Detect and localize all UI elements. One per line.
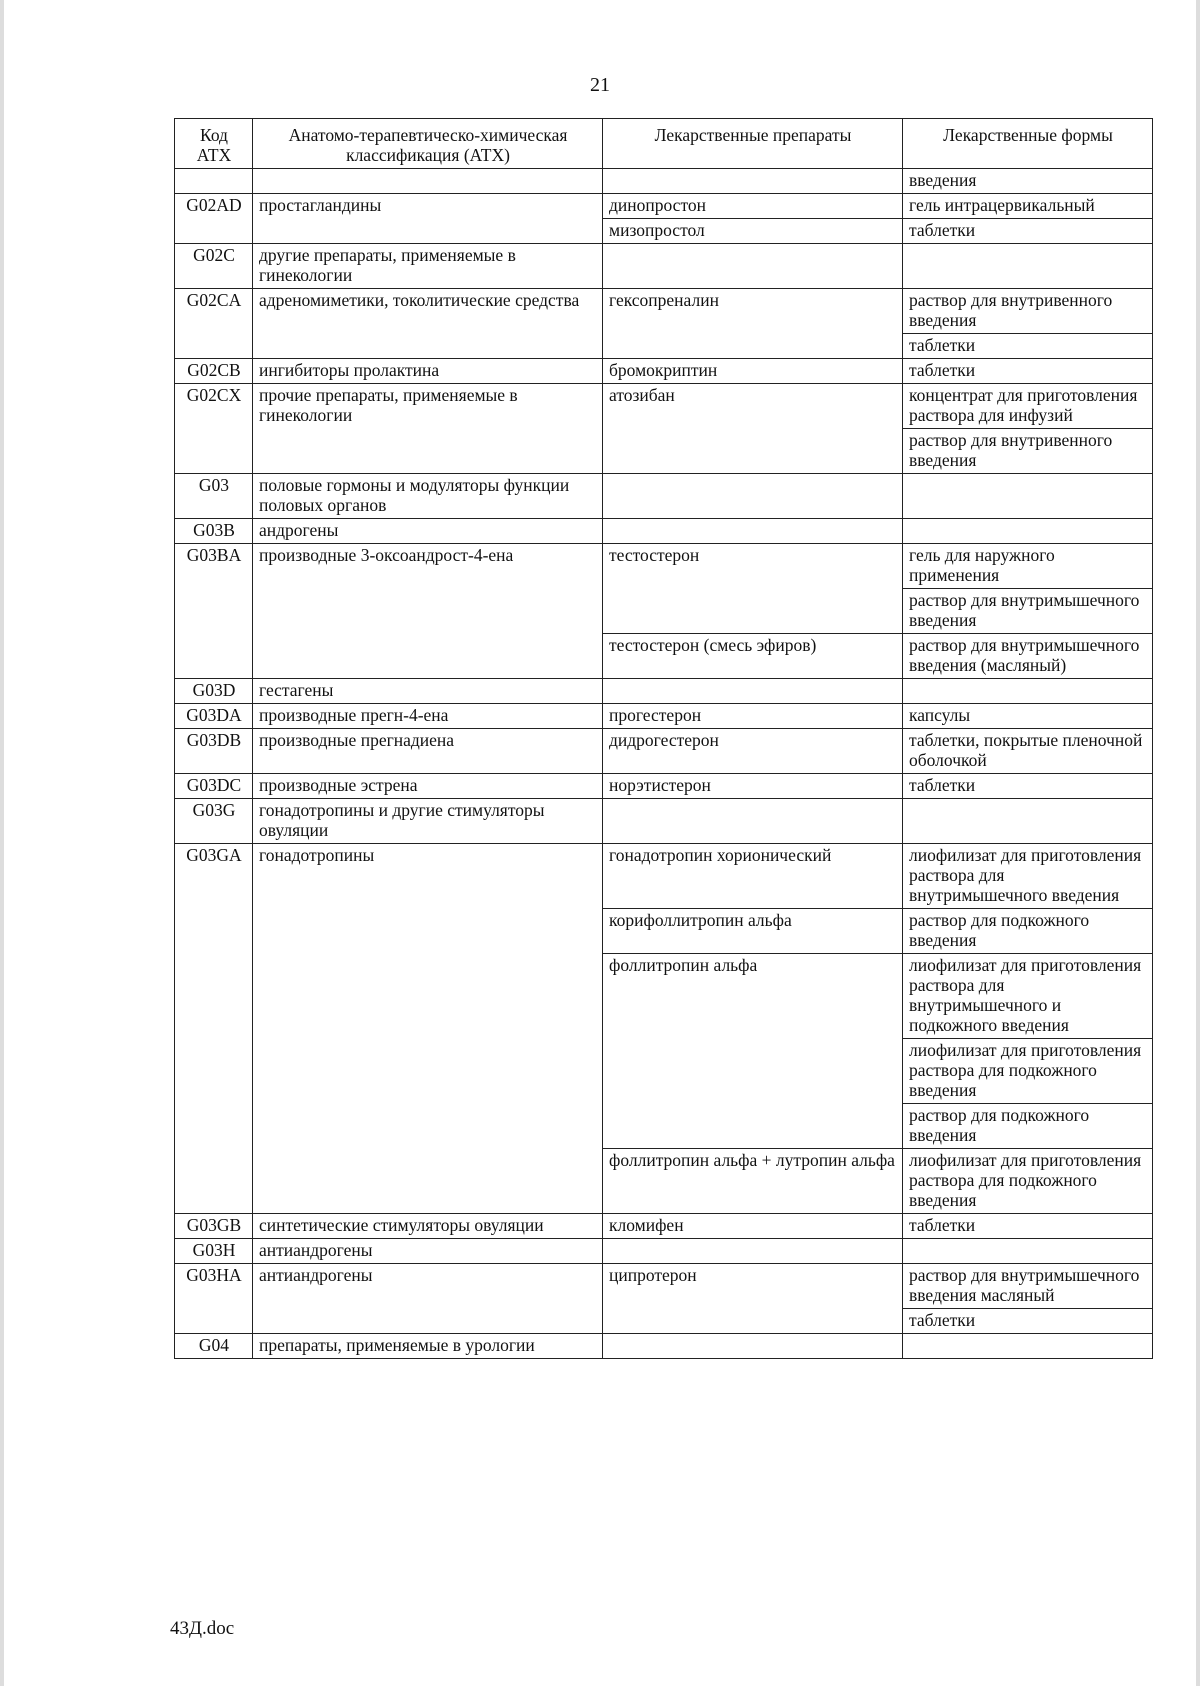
cell-form: лиофилизат для приготовления раствора для внутримышечного и подкожного введения: [903, 954, 1153, 1039]
cell-code: G03G: [175, 799, 253, 844]
table-row: [175, 1214, 1153, 1239]
cell-code: G03DC: [175, 774, 253, 799]
cell-classification: [253, 169, 603, 194]
cell-code: G03DA: [175, 704, 253, 729]
cell-drug: атозибан: [603, 384, 903, 474]
cell-form: [903, 474, 1153, 519]
cell-drug: [603, 474, 903, 519]
cell-drug: [603, 169, 903, 194]
cell-drug: корифоллитропин альфа: [603, 909, 903, 954]
cell-drug: [603, 244, 903, 289]
cell-form: раствор для внутримышечного введения (масляный): [903, 634, 1153, 679]
cell-classification: андрогены: [253, 519, 603, 544]
cell-code: G02AD: [175, 194, 253, 244]
cell-form: таблетки: [903, 334, 1153, 359]
cell-drug: дидрогестерон: [603, 729, 903, 774]
cell-code: G02C: [175, 244, 253, 289]
cell-form: раствор для внутримышечного введения: [903, 589, 1153, 634]
cell-code: G03HA: [175, 1264, 253, 1334]
table-row: [175, 289, 1153, 334]
cell-form: капсулы: [903, 704, 1153, 729]
cell-classification: синтетические стимуляторы овуляции: [253, 1214, 603, 1239]
cell-code: G03GA: [175, 844, 253, 1214]
cell-form: [903, 519, 1153, 544]
cell-form: введения: [903, 169, 1153, 194]
cell-classification: гестагены: [253, 679, 603, 704]
cell-drug: [603, 519, 903, 544]
cell-form: [903, 1239, 1153, 1264]
cell-form: раствор для внутривенного введения: [903, 289, 1153, 334]
cell-code: G02CX: [175, 384, 253, 474]
cell-drug: бромокриптин: [603, 359, 903, 384]
cell-classification: производные 3-оксоандрост-4-ена: [253, 544, 603, 679]
header-code: Код АТХ: [175, 119, 253, 169]
table-row: [175, 244, 1153, 289]
cell-drug: тестостерон (смесь эфиров): [603, 634, 903, 679]
footer-filename: 43Д.doc: [170, 1618, 235, 1639]
cell-form: раствор для внутримышечного введения масляный: [903, 1264, 1153, 1309]
cell-form: таблетки: [903, 1214, 1153, 1239]
cell-drug: фоллитропин альфа: [603, 954, 903, 1149]
cell-drug: тестостерон: [603, 544, 903, 634]
cell-drug: ципротерон: [603, 1264, 903, 1334]
cell-drug: кломифен: [603, 1214, 903, 1239]
cell-classification: производные прегнадиена: [253, 729, 603, 774]
cell-code: G03BA: [175, 544, 253, 679]
cell-form: гель для наружного применения: [903, 544, 1153, 589]
cell-code: G03D: [175, 679, 253, 704]
cell-form: [903, 1334, 1153, 1359]
cell-classification: гонадотропины: [253, 844, 603, 1214]
cell-classification: ингибиторы пролактина: [253, 359, 603, 384]
cell-drug: динопростон: [603, 194, 903, 219]
cell-form: таблетки: [903, 359, 1153, 384]
table-row: [175, 774, 1153, 799]
cell-classification: производные прегн-4-ена: [253, 704, 603, 729]
cell-code: G03: [175, 474, 253, 519]
cell-classification: гонадотропины и другие стимуляторы овуляции: [253, 799, 603, 844]
cell-classification: простагландины: [253, 194, 603, 244]
scan-edge-left: [0, 0, 4, 1686]
cell-form: таблетки: [903, 774, 1153, 799]
table-row: [175, 1334, 1153, 1359]
cell-drug: мизопростол: [603, 219, 903, 244]
cell-code: [175, 169, 253, 194]
cell-code: G04: [175, 1334, 253, 1359]
cell-drug: [603, 1239, 903, 1264]
cell-classification: антиандрогены: [253, 1239, 603, 1264]
cell-code: G03DB: [175, 729, 253, 774]
table-row: [175, 169, 1153, 194]
header-forms: Лекарственные формы: [903, 119, 1153, 169]
table-row: [175, 844, 1153, 909]
table-row: [175, 679, 1153, 704]
table-row: [175, 729, 1153, 774]
cell-form: лиофилизат для приготовления раствора для подкожного введения: [903, 1039, 1153, 1104]
cell-drug: гексопреналин: [603, 289, 903, 359]
cell-form: [903, 244, 1153, 289]
cell-classification: препараты, применяемые в урологии: [253, 1334, 603, 1359]
header-classification: Анатомо-терапевтическо-химическая классификация (АТХ): [253, 119, 603, 169]
cell-form: раствор для внутривенного введения: [903, 429, 1153, 474]
cell-form: таблетки: [903, 219, 1153, 244]
cell-classification: прочие препараты, применяемые в гинекологии: [253, 384, 603, 474]
table-row: [175, 519, 1153, 544]
table-row: [175, 1264, 1153, 1309]
cell-drug: [603, 679, 903, 704]
cell-form: концентрат для приготовления раствора для инфузий: [903, 384, 1153, 429]
header-drugs: Лекарственные препараты: [603, 119, 903, 169]
atx-table: [174, 118, 1153, 1359]
cell-code: G03GB: [175, 1214, 253, 1239]
page-number: 21: [590, 74, 610, 96]
table-row: [175, 474, 1153, 519]
cell-form: таблетки: [903, 1309, 1153, 1334]
cell-form: таблетки, покрытые пленочной оболочкой: [903, 729, 1153, 774]
cell-form: [903, 799, 1153, 844]
table-row: [175, 359, 1153, 384]
cell-classification: производные эстрена: [253, 774, 603, 799]
cell-form: лиофилизат для приготовления раствора для внутримышечного введения: [903, 844, 1153, 909]
cell-code: G02CB: [175, 359, 253, 384]
cell-code: G03H: [175, 1239, 253, 1264]
cell-form: лиофилизат для приготовления раствора для подкожного введения: [903, 1149, 1153, 1214]
cell-code: G03B: [175, 519, 253, 544]
cell-classification: адреномиметики, токолитические средства: [253, 289, 603, 359]
table-row: [175, 799, 1153, 844]
cell-code: G02CA: [175, 289, 253, 359]
cell-classification: антиандрогены: [253, 1264, 603, 1334]
scan-edge-right: [1196, 0, 1200, 1686]
cell-classification: половые гормоны и модуляторы функции половых органов: [253, 474, 603, 519]
table-row: [175, 1239, 1153, 1264]
cell-drug: [603, 1334, 903, 1359]
cell-drug: прогестерон: [603, 704, 903, 729]
cell-drug: норэтистерон: [603, 774, 903, 799]
cell-drug: гонадотропин хорионический: [603, 844, 903, 909]
cell-drug: фоллитропин альфа + лутропин альфа: [603, 1149, 903, 1214]
cell-form: раствор для подкожного введения: [903, 909, 1153, 954]
table-row: [175, 704, 1153, 729]
cell-form: раствор для подкожного введения: [903, 1104, 1153, 1149]
cell-classification: другие препараты, применяемые в гинекологии: [253, 244, 603, 289]
cell-form: [903, 679, 1153, 704]
cell-form: гель интрацервикальный: [903, 194, 1153, 219]
table-row: [175, 384, 1153, 429]
table-row: [175, 194, 1153, 219]
table-row: [175, 544, 1153, 589]
cell-drug: [603, 799, 903, 844]
table-header-row: [175, 119, 1153, 169]
